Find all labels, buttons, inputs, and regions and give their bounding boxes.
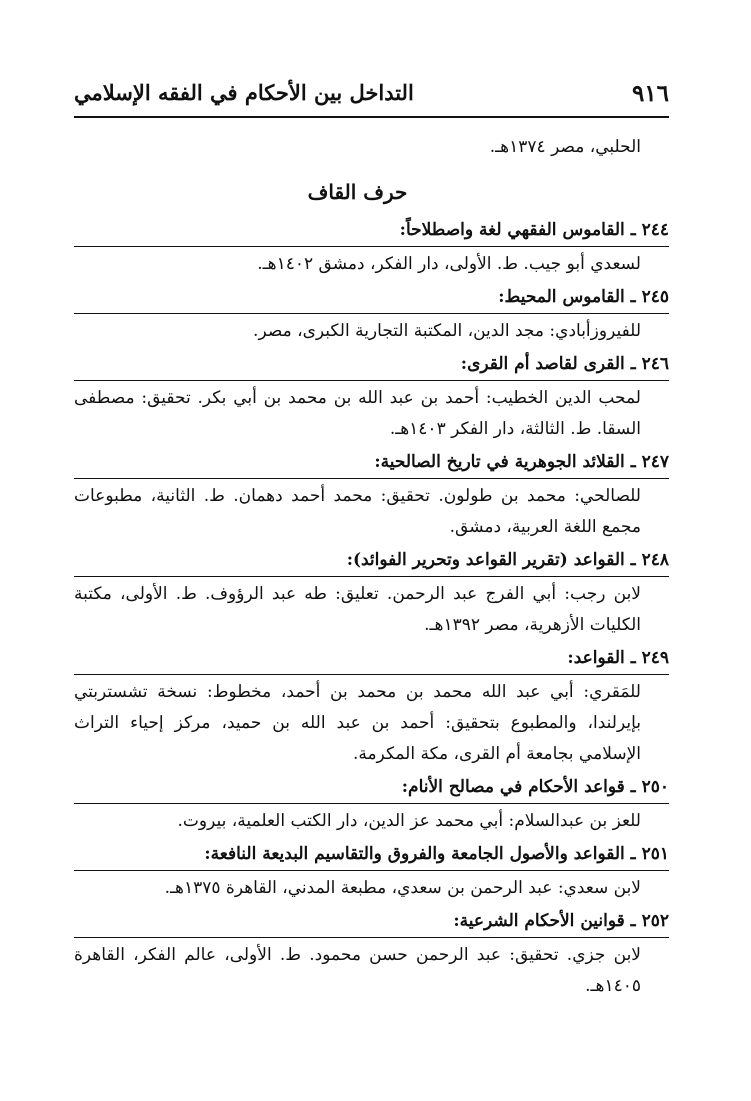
entry-text: لمحب الدين الخطيب: أحمد بن عبد الله بن محمد بن أبي بكر. تحقيق: مصطفى السقا. ط. الثالثة، دار الفكر ١٤٠٣هـ.	[74, 388, 641, 439]
bibliography-entry	[74, 643, 669, 770]
page-header	[74, 76, 669, 118]
bibliography-entry	[74, 839, 669, 904]
bibliography-entry	[74, 349, 669, 445]
bibliography-entry	[74, 772, 669, 837]
page-number: ٩١٦	[631, 80, 669, 107]
bibliography-entry	[74, 282, 669, 347]
entry-heading: ٢٥١ ـ القواعد والأصول الجامعة والفروق والتقاسيم البديعة النافعة:	[204, 844, 669, 864]
entry-heading: ٢٤٦ ـ القرى لقاصد أم القرى:	[460, 354, 669, 374]
entry-heading: ٢٤٤ ـ القاموس الفقهي لغة واصطلاحاً:	[399, 220, 669, 240]
bibliography-entry	[74, 215, 669, 280]
running-title: التداخل بين الأحكام في الفقه الإسلامي	[74, 80, 414, 105]
entry-heading: ٢٤٥ ـ القاموس المحيط:	[498, 287, 669, 307]
continued-entry-text: الحلبي، مصر ١٣٧٤هـ.	[489, 137, 641, 157]
section-heading: حرف القاف	[307, 180, 408, 204]
entry-text: للمَقري: أبي عبد الله محمد بن محمد بن أحمد، مخطوط: نسخة تشستربتي بإيرلندا، والمطبوع بتحقيق: أحمد بن عبد الله بن حميد، مركز إحياء التراث الإسلامي بجامعة أم القرى، مكة المكرمة.	[74, 682, 641, 764]
bibliography-entry	[74, 545, 669, 641]
entry-text: لابن رجب: أبي الفرج عبد الرحمن. تعليق: طه عبد الرؤوف. ط. الأولى، مكتبة الكليات الأزهرية، مصر ١٣٩٢هـ.	[74, 584, 641, 635]
bibliography-entry	[74, 906, 669, 1002]
entry-text: للصالحي: محمد بن طولون. تحقيق: محمد أحمد دهمان. ط. الثانية، مطبوعات مجمع اللغة العربية، دمشق.	[74, 486, 641, 537]
entry-heading: ٢٤٩ ـ القواعد:	[567, 648, 669, 668]
entry-heading: ٢٤٧ ـ القلائد الجوهرية في تاريخ الصالحية:	[374, 452, 669, 472]
entry-heading: ٢٤٨ ـ القواعد (تقرير القواعد وتحرير الفوائد):	[346, 550, 669, 570]
entry-heading: ٢٥٠ ـ قواعد الأحكام في مصالح الأنام:	[401, 777, 669, 797]
entry-text: لابن سعدي: عبد الرحمن بن سعدي، مطبعة المدني، القاهرة ١٣٧٥هـ.	[164, 878, 641, 898]
page-content	[74, 132, 669, 1004]
entry-heading: ٢٥٢ ـ قوانين الأحكام الشرعية:	[453, 911, 669, 931]
bibliography-entry	[74, 447, 669, 543]
entry-text: لسعدي أبو جيب. ط. الأولى، دار الفكر، دمشق ١٤٠٢هـ.	[257, 254, 641, 274]
entry-text: للفيروزأبادي: مجد الدين، المكتبة التجارية الكبرى، مصر.	[253, 321, 641, 341]
entry-text: لابن جزي. تحقيق: عبد الرحمن حسن محمود. ط. الأولى، عالم الفكر، القاهرة ١٤٠٥هـ.	[74, 945, 641, 996]
entry-text: للعز بن عبدالسلام: أبي محمد عز الدين، دار الكتب العلمية، بيروت.	[177, 811, 641, 831]
